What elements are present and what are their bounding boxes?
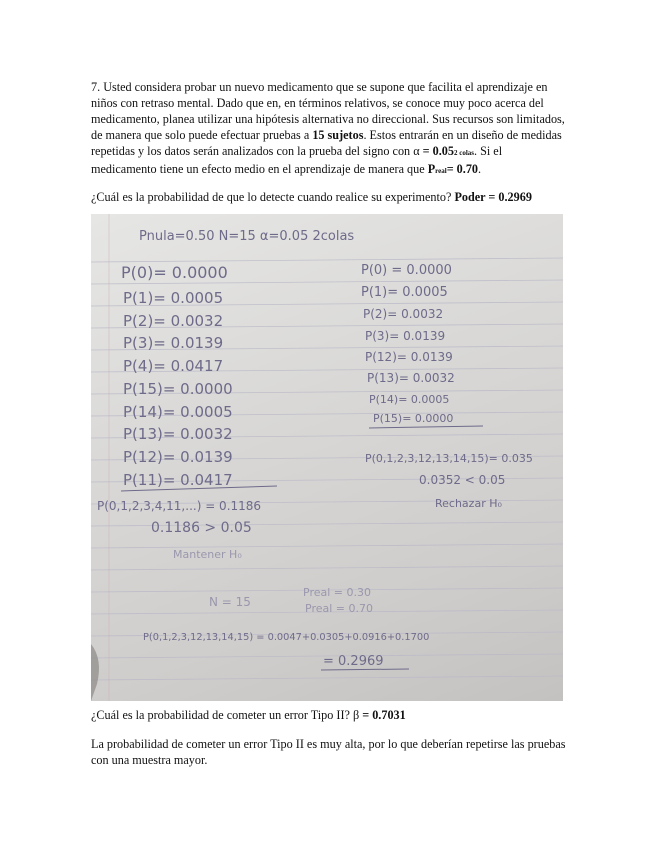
hw-right-column: [361, 263, 483, 428]
alpha-symbol: α: [413, 143, 420, 158]
hw-right-sum-line: [369, 426, 483, 428]
hw-left-line: P(14)= 0.0005: [123, 403, 233, 421]
power-answer: Poder = 0.2969: [454, 190, 532, 204]
problem-statement: [91, 80, 566, 179]
hw-left-line: P(12)= 0.0139: [123, 448, 233, 466]
conclusion-text: La probabilidad de cometer un error Tipo II es muy alta, por lo que deberían repetirse las pruebas con una muestra mayor.: [91, 737, 566, 767]
hw-left-keep: Mantener H₀: [173, 548, 242, 561]
photo-shadow: [91, 644, 99, 701]
notebook-paper: [91, 214, 563, 701]
beta-answer: = 0.7031: [359, 708, 406, 722]
hw-power-sum: P(0,1,2,3,12,13,14,15) = 0.0047+0.0305+0.0916+0.1700: [143, 632, 430, 643]
hw-left-sum: P(0,1,2,3,4,11,...) = 0.1186: [97, 499, 262, 513]
alpha-tails: 2 colas: [453, 148, 474, 157]
hw-left-line: P(13)= 0.0032: [123, 425, 233, 443]
preal-value: = 0.70: [446, 161, 479, 176]
hw-left-line: P(11)= 0.0417: [123, 471, 233, 489]
question-power: [91, 190, 566, 206]
hw-preal: Preal = 0.30: [303, 586, 371, 599]
alpha-value: = 0.05: [419, 143, 454, 158]
hw-left-line: P(3)= 0.0139: [123, 334, 224, 352]
hw-preal-2: Preal = 0.70: [305, 602, 373, 615]
hw-right-sum: P(0,1,2,3,12,13,14,15)= 0.035: [365, 452, 533, 465]
hw-left-line: P(0)= 0.0000: [121, 263, 228, 282]
hw-right-line: P(15)= 0.0000: [373, 412, 454, 425]
problem-after-alpha: . Si el medicamento tiene un efecto medio en el aprendizaje de manera que: [91, 143, 503, 176]
question-type2: [91, 708, 566, 724]
hw-left-line: P(4)= 0.0417: [123, 357, 224, 375]
beta-symbol: β: [352, 708, 360, 722]
hw-right-line: P(3)= 0.0139: [365, 329, 446, 343]
hw-right-line: P(2)= 0.0032: [363, 307, 444, 321]
hw-header: Pnula=0.50 N=15 α=0.05 2colas: [139, 229, 355, 244]
hw-right-line: P(14)= 0.0005: [369, 393, 450, 406]
preal-symbol: P: [427, 161, 436, 176]
problem-end: .: [478, 161, 482, 176]
problem-middle: . Estos entrarán en un diseño de medidas repetidas y los datos serán analizados con la prueba del signo con: [91, 127, 562, 158]
hw-right-compare: 0.0352 < 0.05: [419, 473, 506, 487]
hw-left-line: P(2)= 0.0032: [123, 312, 224, 330]
hw-right-line: P(0) = 0.0000: [361, 263, 452, 278]
hw-right-line: P(1)= 0.0005: [361, 285, 448, 300]
subjects-count: 15 sujetos: [312, 127, 364, 142]
hw-left-column: [121, 263, 277, 491]
hw-result-underline: [321, 669, 409, 670]
hw-power-result: = 0.2969: [323, 654, 384, 669]
hw-left-line: P(1)= 0.0005: [123, 289, 224, 307]
problem-intro: 7. Usted considera probar un nuevo medicamento que se supone que facilita el aprendizaje en niños con retraso mental. Dado que en, en términos relativos, se conoce muy poco acerca del medicamento, planea utilizar una hipótesis alternativa no direccional. Sus recursos son limitados, de manera que solo puede efectuar pruebas a: [91, 80, 565, 142]
hw-left-compare: 0.1186 > 0.05: [151, 520, 252, 536]
question-type2-text: ¿Cuál es la probabilidad de cometer un error Tipo II?: [91, 708, 353, 722]
handwritten-notes-photo: [91, 214, 563, 701]
hw-right-reject: Rechazar H₀: [435, 497, 502, 510]
hw-right-line: P(12)= 0.0139: [365, 350, 453, 364]
question-power-text: ¿Cuál es la probabilidad de que lo detecte cuando realice su experimento?: [91, 190, 455, 204]
preal-subscript: real: [435, 166, 447, 175]
hw-right-line: P(13)= 0.0032: [367, 371, 455, 385]
hw-left-line: P(15)= 0.0000: [123, 380, 233, 398]
hw-n-again: N = 15: [209, 595, 251, 609]
